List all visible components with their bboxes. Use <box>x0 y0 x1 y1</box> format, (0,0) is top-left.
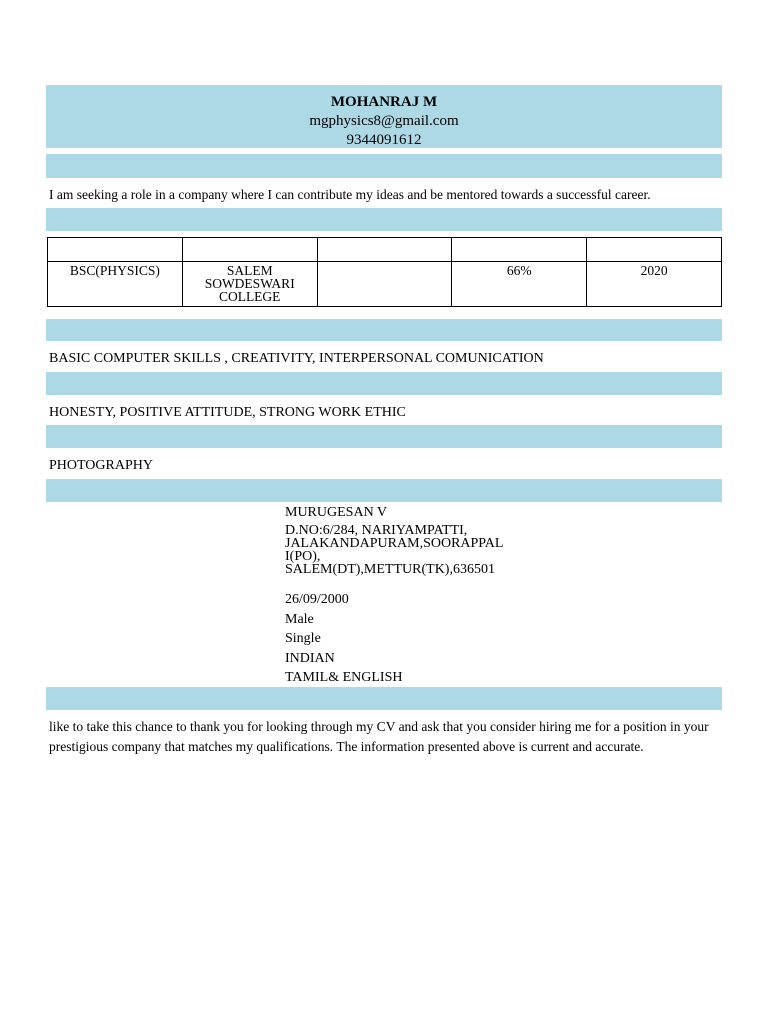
table-header-cell <box>182 238 317 262</box>
board-cell <box>317 262 452 307</box>
table-row <box>48 262 722 307</box>
table-header-cell <box>48 238 183 262</box>
year-cell: 2020 <box>587 262 722 307</box>
section-band-declaration <box>46 687 722 710</box>
personal-details-list <box>285 590 525 688</box>
date-of-birth: 26/09/2000 <box>285 592 349 607</box>
table-header-row <box>48 238 722 262</box>
address-line: SALEM(DT),METTUR(TK),636501 <box>285 562 495 577</box>
candidate-email: mgphysics8@gmail.com <box>309 113 459 129</box>
institution-cell: SALEM SOWDESWARI COLLEGE <box>182 262 317 307</box>
gender: Male <box>285 611 314 627</box>
nationality: INDIAN <box>285 650 335 666</box>
candidate-name: MOHANRAJ M <box>330 94 438 110</box>
education-table <box>47 237 722 307</box>
marital-status: Single <box>285 631 321 647</box>
percentage-cell: 66% <box>452 262 587 307</box>
skills-text: BASIC COMPUTER SKILLS , CREATIVITY, INTERPERSONAL COMUNICATION <box>49 351 544 366</box>
hobbies-text: PHOTOGRAPHY <box>49 458 153 473</box>
table-header-cell <box>452 238 587 262</box>
resume-header <box>46 85 722 148</box>
table-header-cell <box>317 238 452 262</box>
table-header-cell <box>587 238 722 262</box>
strengths-text: HONESTY, POSITIVE ATTITUDE, STRONG WORK ETHIC <box>49 405 406 420</box>
father-name: MURUGESAN V <box>285 505 388 520</box>
objective-text: I am seeking a role in a company where I can contribute my ideas and be mentored towards a successful career. <box>49 187 651 202</box>
section-band-objective <box>46 154 722 178</box>
candidate-phone: 9344091612 <box>346 132 422 148</box>
section-band-education <box>46 208 722 231</box>
section-band-strengths <box>46 372 722 395</box>
languages-known: TAMIL& ENGLISH <box>285 670 403 686</box>
address-line: JALAKANDAPURAM,SOORAPPAL <box>285 536 504 551</box>
address-line: I(PO), <box>285 549 321 564</box>
section-band-personal <box>46 479 722 502</box>
personal-details <box>285 506 525 576</box>
section-band-hobbies <box>46 425 722 448</box>
address-line: D.NO:6/284, NARIYAMPATTI, <box>285 523 468 538</box>
declaration-text: like to take this chance to thank you for looking through my CV and ask that you consider hiring me for a position in your prestigious company that matches my qualifications. The information presented above is current and accurate. <box>49 719 709 754</box>
section-band-skills <box>46 319 722 341</box>
degree-cell: BSC(PHYSICS) <box>48 262 183 307</box>
